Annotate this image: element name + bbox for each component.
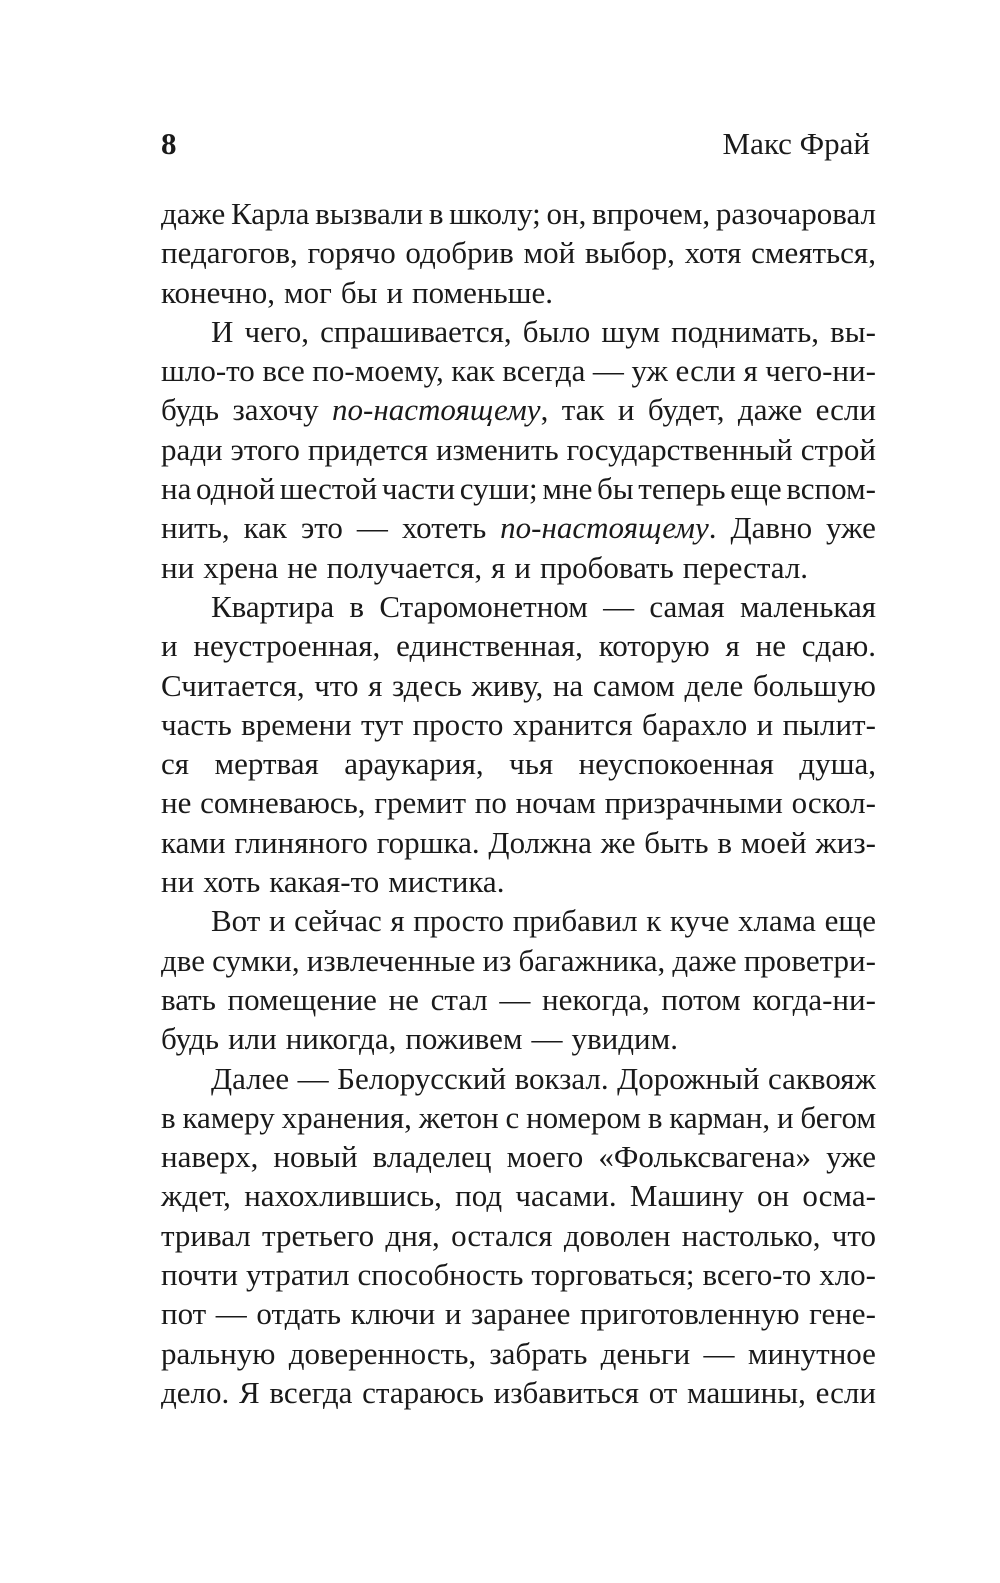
word: вспом- (786, 471, 876, 507)
word: же (600, 824, 636, 860)
word: государственный (566, 431, 793, 467)
word: неуспокоенная (578, 746, 774, 782)
word: дело. (161, 1374, 230, 1410)
word: бы (340, 274, 378, 310)
word: строй (800, 431, 876, 467)
text-line (161, 508, 876, 547)
word: что (831, 1217, 876, 1253)
word: деле (684, 667, 744, 703)
word: чего-ни- (765, 353, 876, 389)
word: прибавил (512, 903, 638, 939)
word: Я (238, 1374, 260, 1410)
word: пот (161, 1296, 207, 1332)
word: педагогов, (161, 235, 298, 271)
word: Карла (231, 196, 310, 231)
word: и (617, 392, 635, 428)
body-text (161, 194, 876, 1412)
word: потом (661, 981, 741, 1017)
word: багажника, (518, 942, 666, 978)
word: чего, (244, 313, 310, 349)
text-line (161, 941, 876, 980)
word: поменьше. (412, 274, 554, 310)
text-line (161, 626, 876, 665)
text-line (161, 351, 876, 390)
word: в (428, 196, 444, 231)
word: — (592, 353, 624, 389)
word (332, 390, 548, 429)
word: «Фольксвагена» (598, 1139, 812, 1175)
word: вокзал. (514, 1060, 609, 1096)
word: конечно, (161, 274, 275, 310)
word: и (514, 549, 531, 585)
word: хотя (684, 235, 742, 271)
word: с (505, 1099, 520, 1135)
italic-word: по-настоящему (500, 510, 709, 546)
word: гремит (374, 785, 467, 821)
word: он, (546, 196, 587, 231)
word: горшка. (376, 824, 480, 860)
word: жетон (418, 1099, 499, 1135)
word: не (161, 785, 192, 821)
word: сомневаюсь, (200, 785, 366, 821)
text-line (161, 705, 876, 744)
text-line (161, 1373, 876, 1412)
word: номером (526, 1099, 641, 1135)
word: какая-то (269, 864, 380, 900)
text-line (161, 548, 876, 587)
word: моего (506, 1139, 584, 1175)
text-line (161, 587, 876, 626)
word: Старомонетном (379, 588, 588, 624)
word: будет, (647, 392, 725, 428)
word: дня, (385, 1217, 440, 1253)
word: бы (597, 471, 634, 507)
word: здесь (391, 667, 462, 703)
word: доволен (563, 1217, 671, 1253)
word: карман, (669, 1099, 771, 1135)
word: заранее (471, 1296, 571, 1332)
word: если (675, 353, 736, 389)
word (500, 508, 716, 547)
text-line (161, 1334, 876, 1373)
word: я (390, 903, 405, 939)
text-line (161, 430, 876, 469)
word: новый (273, 1139, 358, 1175)
word: сейчас (294, 903, 382, 939)
text-line (161, 1294, 876, 1333)
word: поживем (405, 1021, 523, 1057)
word: и (756, 706, 774, 742)
word: впрочем, (592, 196, 711, 231)
word: осма- (802, 1178, 876, 1214)
word: наверх, (161, 1139, 259, 1175)
word: одобрив (405, 235, 514, 271)
word: этого (230, 431, 300, 467)
word: хлама (738, 903, 816, 939)
text-line (161, 1255, 876, 1294)
word: Дорожный (617, 1060, 760, 1096)
word: и (444, 1296, 462, 1332)
word: избавиться (493, 1374, 639, 1410)
word: — (499, 981, 531, 1017)
word: он (757, 1178, 790, 1214)
text-line (161, 980, 876, 1019)
text-line (161, 312, 876, 351)
text-line (161, 823, 876, 862)
word: быть (644, 824, 709, 860)
word: хранится (512, 706, 633, 742)
word: хло- (819, 1257, 876, 1293)
word: владелец (372, 1139, 492, 1175)
word: жиз- (815, 824, 876, 860)
word: часть (161, 706, 232, 742)
word: забрать (489, 1335, 588, 1371)
text-line (161, 783, 876, 822)
word: это (300, 510, 343, 546)
word: ни (161, 549, 195, 585)
word: сумки, (212, 942, 300, 978)
word: моей (740, 824, 807, 860)
word: почти (161, 1257, 239, 1293)
word: стараюсь (362, 1374, 484, 1410)
word: сдаю. (801, 628, 876, 664)
word: уже (826, 510, 876, 546)
word: уж (631, 353, 668, 389)
word: и (161, 628, 178, 664)
word: способность (357, 1257, 524, 1293)
word: нахохлившись, (244, 1178, 442, 1214)
word: смеяться, (751, 235, 876, 271)
word: по-моему, (312, 353, 444, 389)
word: вы- (830, 313, 876, 349)
punctuation: . (708, 510, 717, 546)
word: камеру (182, 1099, 275, 1135)
word: мертвая (214, 746, 319, 782)
word: оскол- (791, 785, 876, 821)
word: и (386, 274, 404, 310)
word: пылит- (782, 706, 876, 742)
word: Вот (211, 903, 261, 939)
word: из (482, 942, 512, 978)
word: помещение (227, 981, 377, 1017)
word: — (703, 1335, 735, 1371)
word: просто (413, 903, 505, 939)
word: мне (542, 471, 593, 507)
word: выбор, (584, 235, 675, 271)
word: мог (284, 274, 332, 310)
word: под (455, 1178, 503, 1214)
word: просто (412, 706, 504, 742)
word: захочу (232, 392, 319, 428)
word: — (531, 1021, 563, 1057)
word: — (603, 588, 635, 624)
punctuation: , (540, 392, 549, 428)
word: — (215, 1296, 247, 1332)
page-number: 8 (161, 126, 177, 161)
word: получается, (326, 549, 483, 585)
word: ся (161, 746, 190, 782)
word: так (561, 392, 605, 428)
word: на (552, 667, 584, 703)
word: в (349, 588, 365, 624)
word: хотеть (401, 510, 487, 546)
word: ральную (161, 1335, 276, 1371)
word: школу; (449, 196, 541, 231)
word: я (368, 667, 383, 703)
text-line (161, 233, 876, 272)
word: большую (752, 667, 876, 703)
word: И (211, 313, 234, 349)
word: ключи (350, 1296, 436, 1332)
word: хоть (203, 864, 261, 900)
word: приготовленную (579, 1296, 800, 1332)
word: в (161, 1099, 176, 1135)
word: мой (523, 235, 576, 271)
word: даже (672, 942, 737, 978)
word: которую (598, 628, 710, 664)
word: Считается, (161, 667, 305, 703)
author-name: Макс Фрай (722, 126, 870, 161)
word: перестал. (682, 549, 809, 585)
word: вать (161, 981, 216, 1017)
word: неустроенная, (193, 628, 381, 664)
text-line (161, 194, 876, 233)
word: спрашивается, (320, 313, 512, 349)
italic-word: по-настоящему (332, 392, 541, 428)
word: самом (592, 667, 675, 703)
word: и (776, 1099, 794, 1135)
word: поднимать, (671, 313, 820, 349)
word: суши; (459, 471, 538, 507)
word: будь (161, 1021, 220, 1057)
word: не (287, 549, 318, 585)
word: Квартира (211, 588, 335, 624)
word: единственная, (396, 628, 583, 664)
word: пробовать (539, 549, 674, 585)
word: я (491, 549, 506, 585)
word: увидим. (571, 1021, 678, 1057)
text-line (161, 666, 876, 705)
word: изменить (435, 431, 559, 467)
word: отдать (256, 1296, 342, 1332)
word: две (161, 942, 205, 978)
word: глиняного (234, 824, 368, 860)
word: торговаться; (531, 1257, 695, 1293)
word: тут (361, 706, 404, 742)
word: стал (430, 981, 488, 1017)
word: на (161, 471, 192, 507)
word: утратил (245, 1257, 350, 1293)
word: хранения, (281, 1099, 412, 1135)
word: я (743, 353, 758, 389)
word: живу, (471, 667, 544, 703)
text-line (161, 1059, 876, 1098)
word: проветри- (743, 942, 876, 978)
word: уже (826, 1139, 876, 1175)
word: некогда, (542, 981, 650, 1017)
text-line (161, 390, 876, 429)
word: части (381, 471, 456, 507)
word: Далее (211, 1060, 290, 1096)
word: куче (669, 903, 730, 939)
word: мистика. (388, 864, 505, 900)
word: когда-ни- (752, 981, 876, 1017)
word: гене- (809, 1296, 876, 1332)
word: настолько, (681, 1217, 821, 1253)
word: самая (649, 588, 725, 624)
running-header (161, 122, 870, 166)
word: разочаровал (715, 196, 876, 231)
word: шум (601, 313, 660, 349)
word: всегда (502, 353, 586, 389)
word: как (243, 510, 287, 546)
word: ни (161, 864, 195, 900)
text-line (161, 1216, 876, 1255)
word: ждет, (161, 1178, 231, 1214)
word: времени (241, 706, 352, 742)
word: будь (161, 392, 220, 428)
word: маленькая (739, 588, 876, 624)
word: барахло (641, 706, 748, 742)
word: не (388, 981, 419, 1017)
text-line (161, 1098, 876, 1137)
word: в (647, 1099, 663, 1135)
word: Должна (488, 824, 592, 860)
word: шло-то (161, 353, 255, 389)
word: еще (730, 471, 782, 507)
word: третьего (262, 1217, 375, 1253)
word: от (648, 1374, 678, 1410)
word: даже (161, 196, 226, 231)
word: саквояж (767, 1060, 876, 1096)
text-line (161, 1176, 876, 1215)
word: никогда, (285, 1021, 397, 1057)
word: ночам (515, 785, 596, 821)
word: и (268, 903, 286, 939)
word: одной (196, 471, 276, 507)
word: если (815, 392, 876, 428)
word: душа, (799, 746, 876, 782)
word: извлеченные (306, 942, 476, 978)
word: часами. (515, 1178, 617, 1214)
word: Белорусский (337, 1060, 507, 1096)
word: Давно (730, 510, 813, 546)
word: придется (307, 431, 429, 467)
text-line (161, 901, 876, 940)
word: призрачными (604, 785, 783, 821)
word: было (522, 313, 591, 349)
word: нить, (161, 510, 230, 546)
word: в (717, 824, 732, 860)
word: хрена (203, 549, 279, 585)
word: как (451, 353, 495, 389)
word: ками (161, 824, 226, 860)
text-line (161, 1137, 876, 1176)
word: — (356, 510, 388, 546)
word: шестой (279, 471, 378, 507)
word: остался (451, 1217, 553, 1253)
word: по (474, 785, 507, 821)
text-line (161, 1019, 876, 1058)
word: еще (824, 903, 876, 939)
text-line (161, 744, 876, 783)
word: горячо (307, 235, 396, 271)
word: ради (161, 431, 223, 467)
word: Машину (629, 1178, 744, 1214)
word: деньги (600, 1335, 691, 1371)
word: бегом (800, 1099, 876, 1135)
word: всегда (269, 1374, 353, 1410)
word: к (646, 903, 662, 939)
word: вызвали (315, 196, 424, 231)
word: доверенность, (288, 1335, 477, 1371)
text-line (161, 469, 876, 508)
word: араукария, (344, 746, 484, 782)
word: или (228, 1021, 277, 1057)
word: теперь (638, 471, 726, 507)
word: если (815, 1374, 876, 1410)
word: что (314, 667, 359, 703)
word: машины, (687, 1374, 806, 1410)
word: я (725, 628, 740, 664)
word: минутное (747, 1335, 876, 1371)
word: даже (737, 392, 803, 428)
word: все (262, 353, 305, 389)
text-line (161, 273, 876, 312)
word: чья (509, 746, 554, 782)
text-line (161, 862, 876, 901)
word: всего-то (702, 1257, 812, 1293)
word: тривал (161, 1217, 251, 1253)
word: — (297, 1060, 329, 1096)
word: не (755, 628, 786, 664)
